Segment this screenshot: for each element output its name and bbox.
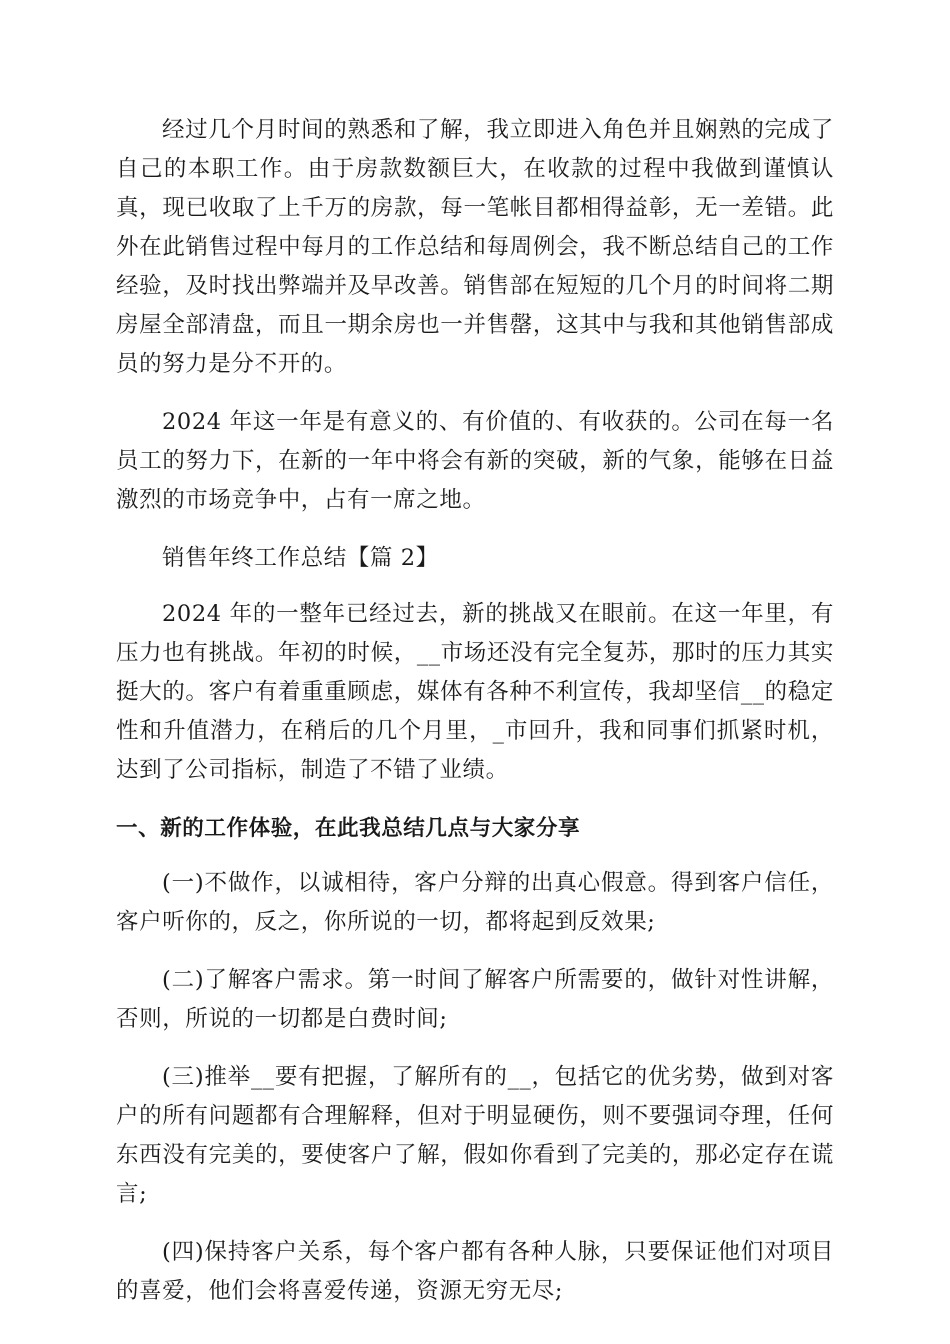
point-item-4: (四)保持客户关系，每个客户都有各种人脉，只要保证他们对项目的喜爱，他们会将喜爱传递，资源无穷无尽; bbox=[116, 1239, 834, 1304]
paragraph-article-intro: 2024 年的一整年已经过去，新的挑战又在眼前。在这一年里，有压力也有挑战。年初的时候，__市场还没有完全复苏，那时的压力其实挺大的。客户有着重重顾虑，媒体有各种不利宣传，我却坚信__的稳定性和升值潜力，在稍后的几个月里，_市回升，我和同事们抓紧时机，达到了公司指标，制造了不错了业绩。 bbox=[116, 601, 834, 783]
point-item-3: (三)推举__要有把握，了解所有的__，包括它的优劣势，做到对客户的所有问题都有合理解释，但对于明显硬伤，则不要强词夺理，任何东西没有完美的，要使客户了解，假如你看到了完美的，那必定存在谎言; bbox=[116, 1064, 834, 1207]
point-item-1: (一)不做作，以诚相待，客户分辩的出真心假意。得到客户信任，客户听你的，反之，你所说的一切，都将起到反效果; bbox=[116, 870, 834, 935]
paragraph-work-experience: 经过几个月时间的熟悉和了解，我立即进入角色并且娴熟的完成了自己的本职工作。由于房款数额巨大，在收款的过程中我做到谨慎认真，现已收取了上千万的房款，每一笔帐目都相得益彰，无一差错。此外在此销售过程中每月的工作总结和每周例会，我不断总结自己的工作经验，及时找出弊端并及早改善。销售部在短短的几个月的时间将二期房屋全部清盘，而且一期余房也一并售罄，这其中与我和其他销售部成员的努力是分不开的。 bbox=[116, 117, 834, 377]
document-page bbox=[116, 111, 834, 1330]
paragraph-year-summary: 2024 年这一年是有意义的、有价值的、有收获的。公司在每一名员工的努力下，在新的一年中将会有新的突破，新的气象，能够在日益激烈的市场竞争中，占有一席之地。 bbox=[116, 409, 834, 513]
section-heading: 一、新的工作体验，在此我总结几点与大家分享 bbox=[116, 816, 581, 841]
point-item-2: (二)了解客户需求。第一时间了解客户所需要的，做针对性讲解，否则，所说的一切都是白费时间; bbox=[116, 967, 834, 1032]
article-title: 销售年终工作总结【篇 2】 bbox=[162, 545, 439, 571]
